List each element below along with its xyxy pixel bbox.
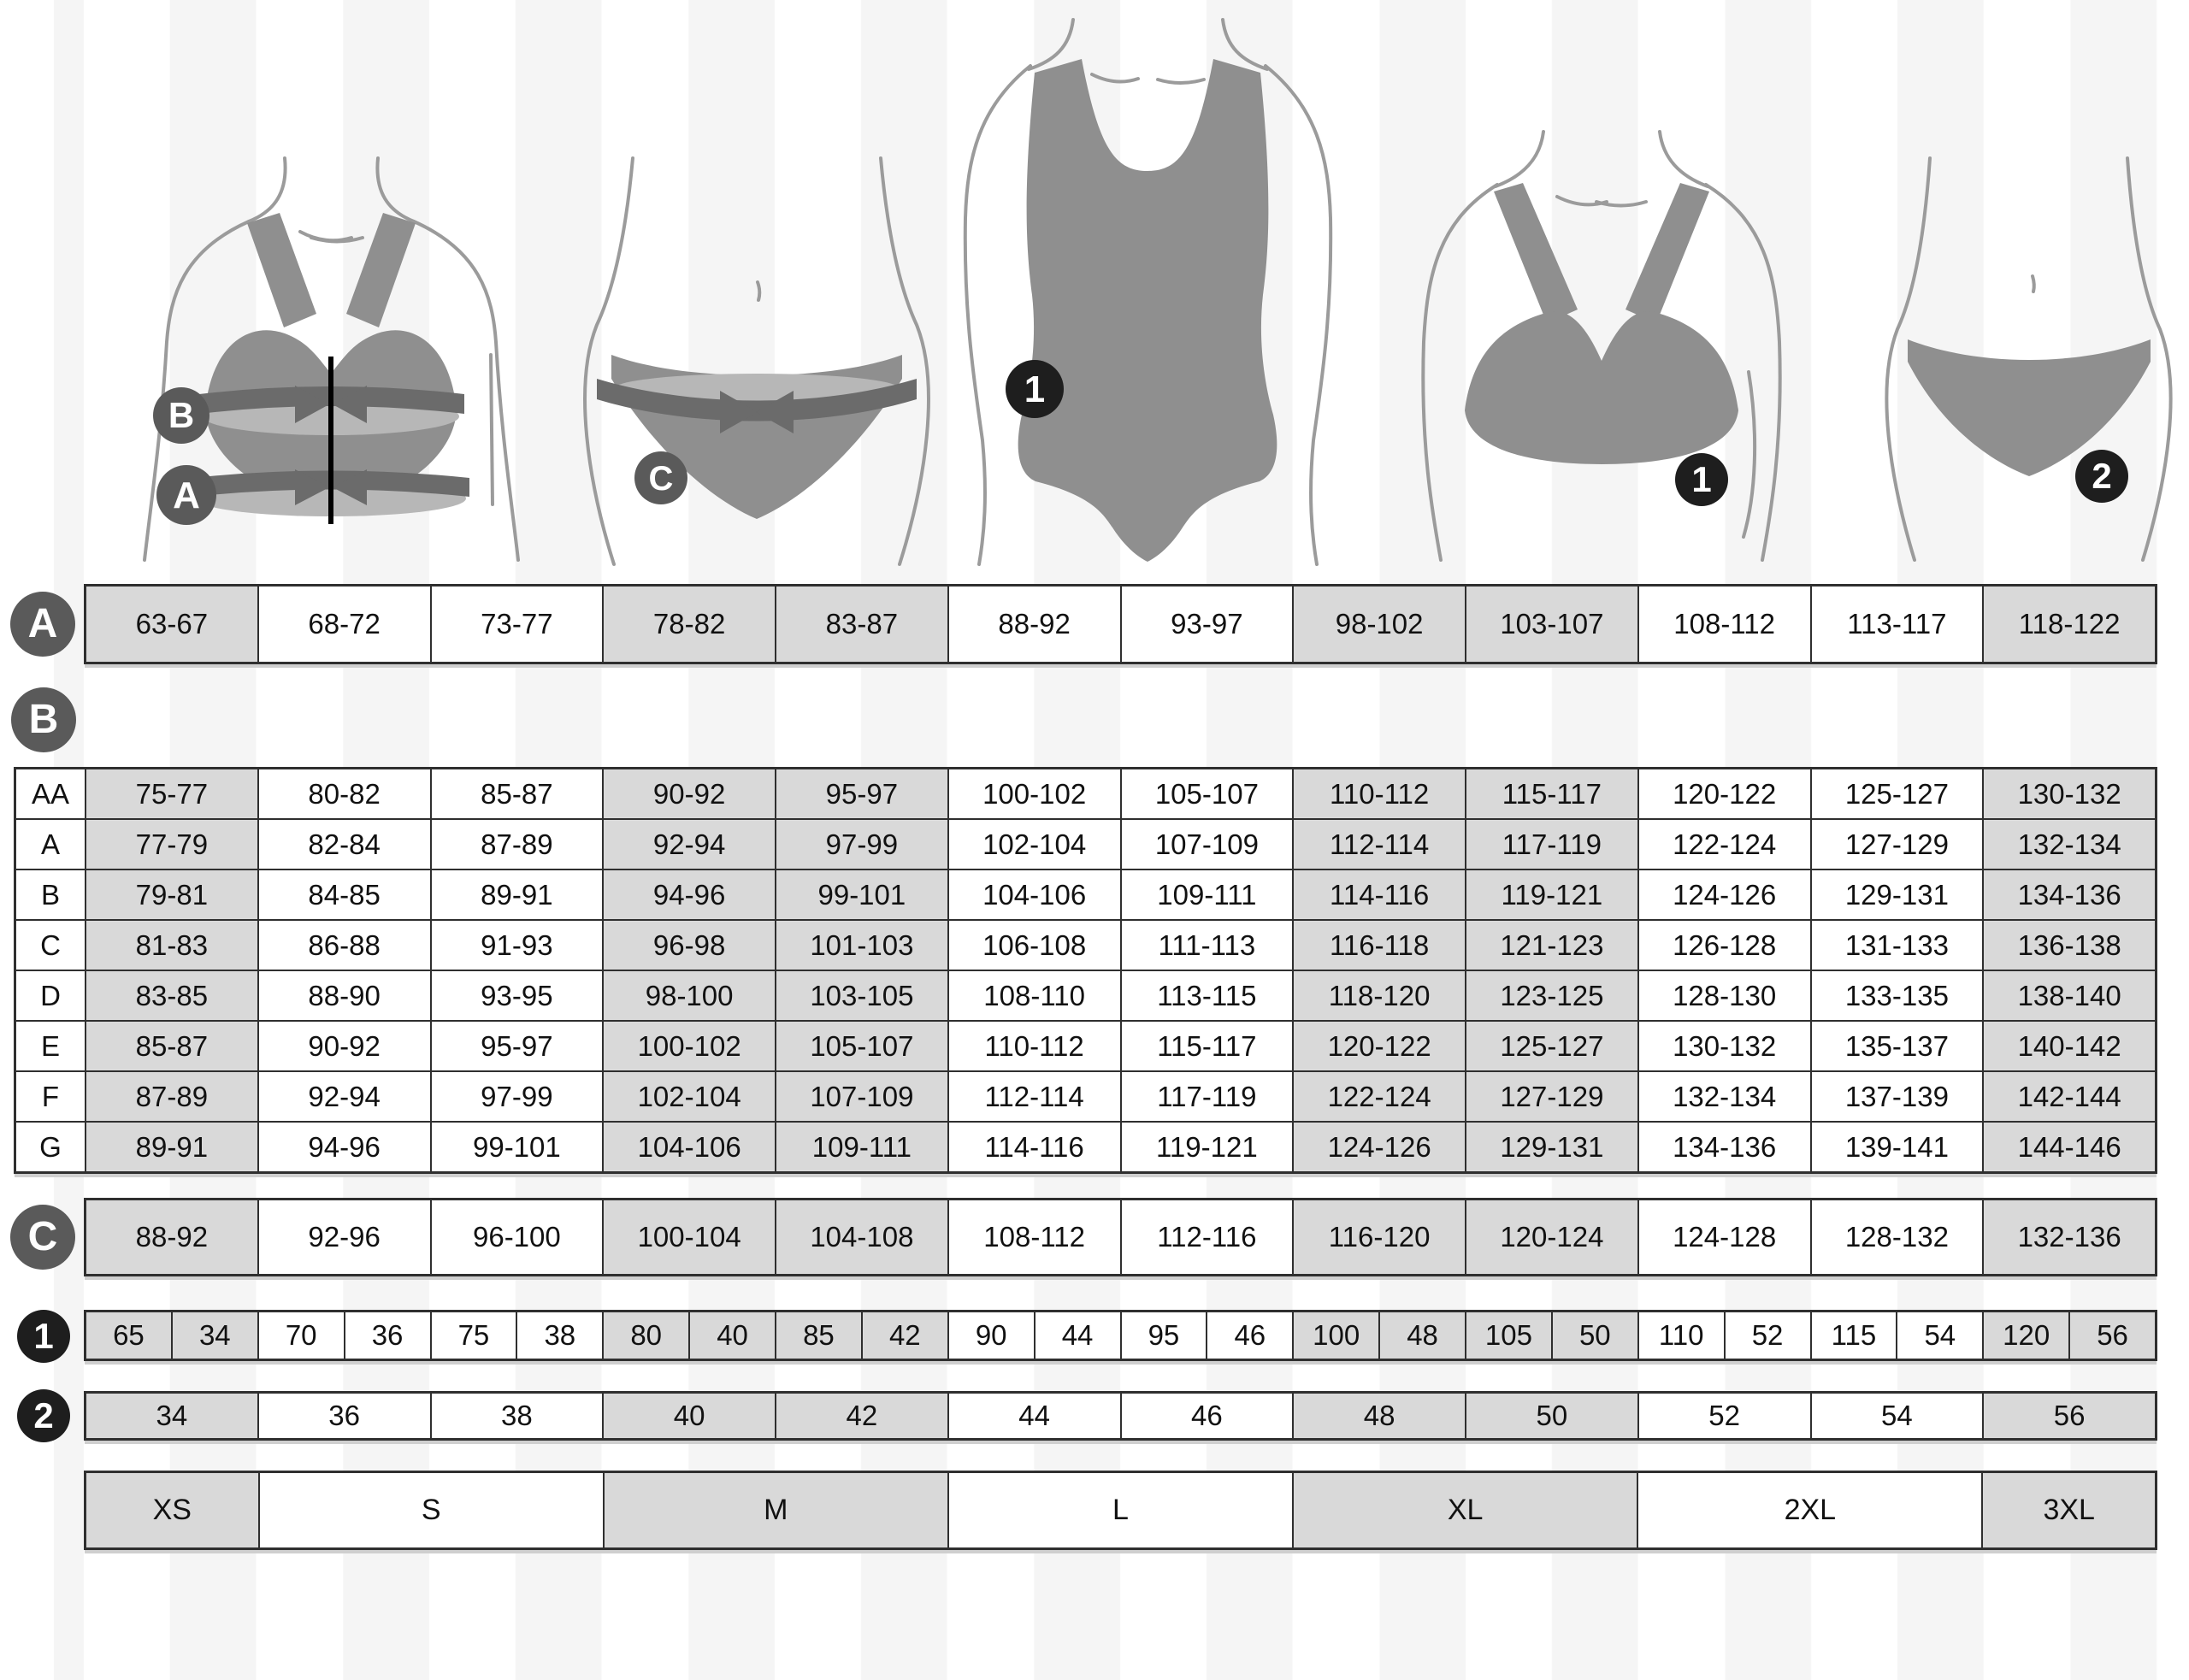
measurement-cell: 120-122: [1292, 1022, 1465, 1070]
cup-label-cell: G: [16, 1123, 86, 1171]
measurement-cell: 124-128: [1637, 1200, 1810, 1274]
measurement-cell: 132-134: [1637, 1072, 1810, 1121]
measurement-cell: 108-112: [947, 1200, 1120, 1274]
measurement-cell: 81-83: [86, 921, 257, 970]
measurement-cell: 92-94: [602, 820, 775, 869]
measurement-cell: 138-140: [1982, 971, 2155, 1020]
badge-c: C: [10, 1205, 75, 1270]
measurement-cell: 112-116: [1120, 1200, 1293, 1274]
measurement-cell: 88-92: [947, 587, 1120, 662]
measurement-cell: 100-102: [602, 1022, 775, 1070]
badge-c-label: C: [648, 460, 674, 498]
measurement-cell: 99-101: [430, 1123, 603, 1171]
measurement-cell: 121-123: [1465, 921, 1637, 970]
measurement-cell: 128-132: [1810, 1200, 1983, 1274]
measurement-cell: 97-99: [430, 1072, 603, 1121]
bra-size-row: [84, 1310, 2157, 1361]
measurement-cell: 101-103: [775, 921, 947, 970]
size-cell: 38: [516, 1312, 602, 1359]
measurement-cell: 94-96: [602, 870, 775, 919]
figure-panty: [1868, 158, 2189, 560]
cup-size-row: [16, 970, 2155, 1020]
cup-label-cell: A: [16, 820, 86, 869]
size-cell: 40: [688, 1312, 775, 1359]
measurement-cell: 129-131: [1465, 1123, 1637, 1171]
figure-hip-measurement: [564, 158, 949, 564]
measurement-cell: 89-91: [86, 1123, 257, 1171]
measurement-cell: 120-122: [1637, 769, 1810, 818]
badge-2-label: 2: [2092, 456, 2112, 496]
figure-bra: [1396, 128, 1807, 560]
size-cell: 44: [947, 1394, 1120, 1438]
measurement-cell: 132-134: [1982, 820, 2155, 869]
cup-cells: [86, 769, 2155, 818]
swimsuit-silhouette: [1018, 59, 1277, 562]
measurement-cell: 88-90: [257, 971, 430, 1020]
measurement-cell: 112-114: [947, 1072, 1120, 1121]
size-cell: 34: [171, 1312, 257, 1359]
size-cell: 85: [775, 1312, 861, 1359]
size-cell: 56: [1982, 1394, 2155, 1438]
measurement-cell: 73-77: [430, 587, 603, 662]
size-cell: 115: [1810, 1312, 1897, 1359]
cup-cells: [86, 820, 2155, 869]
size-cell: 46: [1120, 1394, 1293, 1438]
cup-label-cell: C: [16, 921, 86, 970]
bra-strap: [247, 213, 316, 327]
measurement-cell: 107-109: [1120, 820, 1293, 869]
measurement-cell: 107-109: [775, 1072, 947, 1121]
cup-size-row: [16, 1020, 2155, 1070]
measurement-cell: 117-119: [1120, 1072, 1293, 1121]
size-cell: 48: [1378, 1312, 1465, 1359]
collarbone-line: [1092, 74, 1138, 82]
size-cell: 38: [430, 1394, 603, 1438]
measurement-cell: 135-137: [1810, 1022, 1983, 1070]
measurement-cell: 122-124: [1292, 1072, 1465, 1121]
measurement-cell: 80-82: [257, 769, 430, 818]
measurement-cell: 87-89: [86, 1072, 257, 1121]
measurement-cell: 115-117: [1120, 1022, 1293, 1070]
measurement-cell: 128-130: [1637, 971, 1810, 1020]
measurement-cell: 109-111: [1120, 870, 1293, 919]
letter-size-cell: L: [947, 1473, 1292, 1547]
measurement-cell: 95-97: [430, 1022, 603, 1070]
cup-label-cell: B: [16, 870, 86, 919]
cup-cells: [86, 921, 2155, 970]
arm-line: [1266, 66, 1331, 564]
measurement-cell: 84-85: [257, 870, 430, 919]
measurement-cell: 83-87: [775, 587, 947, 662]
measurement-cell: 90-92: [602, 769, 775, 818]
badge-b: B: [11, 687, 76, 752]
measurement-cell: 118-122: [1982, 587, 2155, 662]
cup-cells: [86, 1123, 2155, 1171]
measurement-cell: 99-101: [775, 870, 947, 919]
measurement-cell: 100-104: [602, 1200, 775, 1274]
measurement-cell: 130-132: [1982, 769, 2155, 818]
badge-1: 1: [17, 1310, 70, 1363]
cup-size-row: [16, 818, 2155, 869]
arm-line: [1744, 372, 1755, 537]
size-cell: 54: [1896, 1312, 1982, 1359]
measurement-cell: 89-91: [430, 870, 603, 919]
badge-a-label: A: [173, 475, 200, 516]
bra-silhouette: [1465, 311, 1738, 464]
measurement-cell: 104-106: [947, 870, 1120, 919]
badge-1-label: 1: [1024, 368, 1046, 410]
cup-label-cell: F: [16, 1072, 86, 1121]
size-cell: 42: [861, 1312, 947, 1359]
measurement-cell: 85-87: [86, 1022, 257, 1070]
measurement-cell: 88-92: [86, 1200, 257, 1274]
measurement-cell: 91-93: [430, 921, 603, 970]
badge-1-label: 1: [1691, 459, 1712, 499]
measurement-cell: 104-106: [602, 1123, 775, 1171]
size-cell: 36: [344, 1312, 430, 1359]
cup-cells: [86, 971, 2155, 1020]
arm-line: [965, 66, 1030, 564]
cup-size-row: [16, 1070, 2155, 1121]
size-cell: 46: [1206, 1312, 1292, 1359]
measurement-cell: 87-89: [430, 820, 603, 869]
measurement-cell: 129-131: [1810, 870, 1983, 919]
letter-size-cell: XL: [1292, 1473, 1637, 1547]
size-cell: 65: [86, 1312, 171, 1359]
measurement-cell: 105-107: [775, 1022, 947, 1070]
letter-size-row: [84, 1471, 2157, 1550]
size-cell: 52: [1724, 1312, 1810, 1359]
measurement-cell: 134-136: [1637, 1123, 1810, 1171]
neck-line: [1660, 132, 1708, 186]
measurement-cell: 114-116: [1292, 870, 1465, 919]
measurement-cell: 92-94: [257, 1072, 430, 1121]
badge-a: A: [10, 592, 75, 657]
letter-size-cell: XS: [86, 1473, 258, 1547]
neck-line: [1223, 20, 1267, 69]
arm-line: [491, 355, 493, 504]
measurement-cell: 139-141: [1810, 1123, 1983, 1171]
size-cell: 70: [257, 1312, 344, 1359]
size-cell: 50: [1551, 1312, 1637, 1359]
measurement-cell: 104-108: [775, 1200, 947, 1274]
measurement-cell: 125-127: [1810, 769, 1983, 818]
measurement-cell: 83-85: [86, 971, 257, 1020]
measurement-cell: 115-117: [1465, 769, 1637, 818]
measurement-cell: 98-102: [1292, 587, 1465, 662]
measurement-cell: 117-119: [1465, 820, 1637, 869]
measurement-cell: 110-112: [1292, 769, 1465, 818]
measurement-cell: 125-127: [1465, 1022, 1637, 1070]
measurement-cell: 113-115: [1120, 971, 1293, 1020]
size-cell: 44: [1034, 1312, 1120, 1359]
cup-label-cell: E: [16, 1022, 86, 1070]
size-cell: 50: [1465, 1394, 1637, 1438]
measurement-cell: 109-111: [775, 1123, 947, 1171]
letter-size-cell: 3XL: [1981, 1473, 2155, 1547]
neck-line: [1029, 20, 1073, 69]
center-line: [328, 357, 333, 524]
measurement-cell: 144-146: [1982, 1123, 2155, 1171]
brief-size-row: [84, 1391, 2157, 1441]
size-cell: 54: [1810, 1394, 1983, 1438]
size-cell: 36: [257, 1394, 430, 1438]
measurement-cell: 94-96: [257, 1123, 430, 1171]
measurement-cell: 120-124: [1465, 1200, 1637, 1274]
size-cell: 48: [1292, 1394, 1465, 1438]
size-cell: 80: [602, 1312, 688, 1359]
badge-b-label: B: [168, 395, 195, 435]
measurement-cell: 131-133: [1810, 921, 1983, 970]
size-cell: 100: [1292, 1312, 1378, 1359]
measurement-cell: 90-92: [257, 1022, 430, 1070]
measurement-cell: 118-120: [1292, 971, 1465, 1020]
size-cell: 110: [1637, 1312, 1724, 1359]
bra-strap: [346, 213, 416, 327]
measurement-cell: 82-84: [257, 820, 430, 869]
size-cell: 52: [1637, 1394, 1810, 1438]
measurement-cell: 130-132: [1637, 1022, 1810, 1070]
cup-size-table: [14, 767, 2157, 1174]
measurement-cell: 93-97: [1120, 587, 1293, 662]
measurement-cell: 119-121: [1465, 870, 1637, 919]
measurement-cell: 95-97: [775, 769, 947, 818]
measurement-cell: 124-126: [1637, 870, 1810, 919]
measurement-cell: 103-105: [775, 971, 947, 1020]
navel-line: [2033, 276, 2034, 292]
measurement-cell: 127-129: [1465, 1072, 1637, 1121]
size-cell: 42: [775, 1394, 947, 1438]
measurement-cell: 108-112: [1637, 587, 1810, 662]
measurement-cell: 106-108: [947, 921, 1120, 970]
size-cell: 75: [430, 1312, 516, 1359]
neck-line: [249, 158, 286, 221]
cup-label-cell: D: [16, 971, 86, 1020]
size-cell: 40: [602, 1394, 775, 1438]
bra-strap: [1494, 183, 1578, 323]
collarbone-line: [1596, 202, 1646, 206]
cup-size-row: [16, 919, 2155, 970]
measurement-cell: 111-113: [1120, 921, 1293, 970]
measurement-cell: 116-118: [1292, 921, 1465, 970]
measurement-cell: 75-77: [86, 769, 257, 818]
measurement-cell: 110-112: [947, 1022, 1120, 1070]
badge-2: 2: [17, 1389, 70, 1442]
measurement-cell: 127-129: [1810, 820, 1983, 869]
cup-cells: [86, 1022, 2155, 1070]
measurement-cell: 132-136: [1982, 1200, 2155, 1274]
size-cell: 90: [947, 1312, 1034, 1359]
measurement-cell: 112-114: [1292, 820, 1465, 869]
measurement-cell: 142-144: [1982, 1072, 2155, 1121]
measurement-cell: 100-102: [947, 769, 1120, 818]
letter-size-cell: S: [258, 1473, 603, 1547]
figure-swimsuit: [945, 13, 1351, 564]
size-cell: 56: [2068, 1312, 2155, 1359]
measurement-cell: 134-136: [1982, 870, 2155, 919]
size-cell: 95: [1120, 1312, 1207, 1359]
size-cell: 105: [1465, 1312, 1551, 1359]
measurement-cell: 102-104: [602, 1072, 775, 1121]
measurement-cell: 63-67: [86, 587, 257, 662]
hip-range-row: [84, 1198, 2157, 1276]
letter-size-cell: 2XL: [1637, 1473, 1981, 1547]
navel-line: [758, 282, 759, 300]
measurement-cell: 98-100: [602, 971, 775, 1020]
measurement-cell: 122-124: [1637, 820, 1810, 869]
measurement-cell: 116-120: [1292, 1200, 1465, 1274]
cup-cells: [86, 870, 2155, 919]
size-cell: 120: [1982, 1312, 2068, 1359]
measurement-cell: 113-117: [1810, 587, 1983, 662]
measurement-cell: 108-110: [947, 971, 1120, 1020]
measurement-cell: 97-99: [775, 820, 947, 869]
measurement-cell: 96-98: [602, 921, 775, 970]
measurement-cell: 102-104: [947, 820, 1120, 869]
cup-cells: [86, 1072, 2155, 1121]
measurement-cell: 68-72: [257, 587, 430, 662]
underbust-range-row: [84, 584, 2157, 664]
measurement-cell: 77-79: [86, 820, 257, 869]
cup-label-cell: AA: [16, 769, 86, 818]
measurement-cell: 119-121: [1120, 1123, 1293, 1171]
measurement-cell: 136-138: [1982, 921, 2155, 970]
neck-line: [1496, 132, 1543, 186]
measurement-cell: 85-87: [430, 769, 603, 818]
cup-size-row: [16, 1121, 2155, 1171]
measurement-cell: 133-135: [1810, 971, 1983, 1020]
measurement-cell: 79-81: [86, 870, 257, 919]
measurement-cell: 114-116: [947, 1123, 1120, 1171]
measurement-cell: 86-88: [257, 921, 430, 970]
measurement-cell: 140-142: [1982, 1022, 2155, 1070]
measurement-cell: 93-95: [430, 971, 603, 1020]
cup-size-row: [16, 869, 2155, 919]
measurement-cell: 92-96: [257, 1200, 430, 1274]
measurement-cell: 103-107: [1465, 587, 1637, 662]
size-cell: 34: [86, 1394, 257, 1438]
measurement-cell: 124-126: [1292, 1123, 1465, 1171]
letter-size-cell: M: [603, 1473, 947, 1547]
measurement-cell: 96-100: [430, 1200, 603, 1274]
figure-bra-measurement: [133, 158, 543, 560]
measurement-cell: 78-82: [602, 587, 775, 662]
collarbone-line: [1158, 80, 1204, 83]
measurement-cell: 123-125: [1465, 971, 1637, 1020]
neck-line: [377, 158, 414, 221]
measurement-cell: 137-139: [1810, 1072, 1983, 1121]
measurement-cell: 126-128: [1637, 921, 1810, 970]
cup-size-row: [16, 769, 2155, 818]
measurement-cell: 105-107: [1120, 769, 1293, 818]
